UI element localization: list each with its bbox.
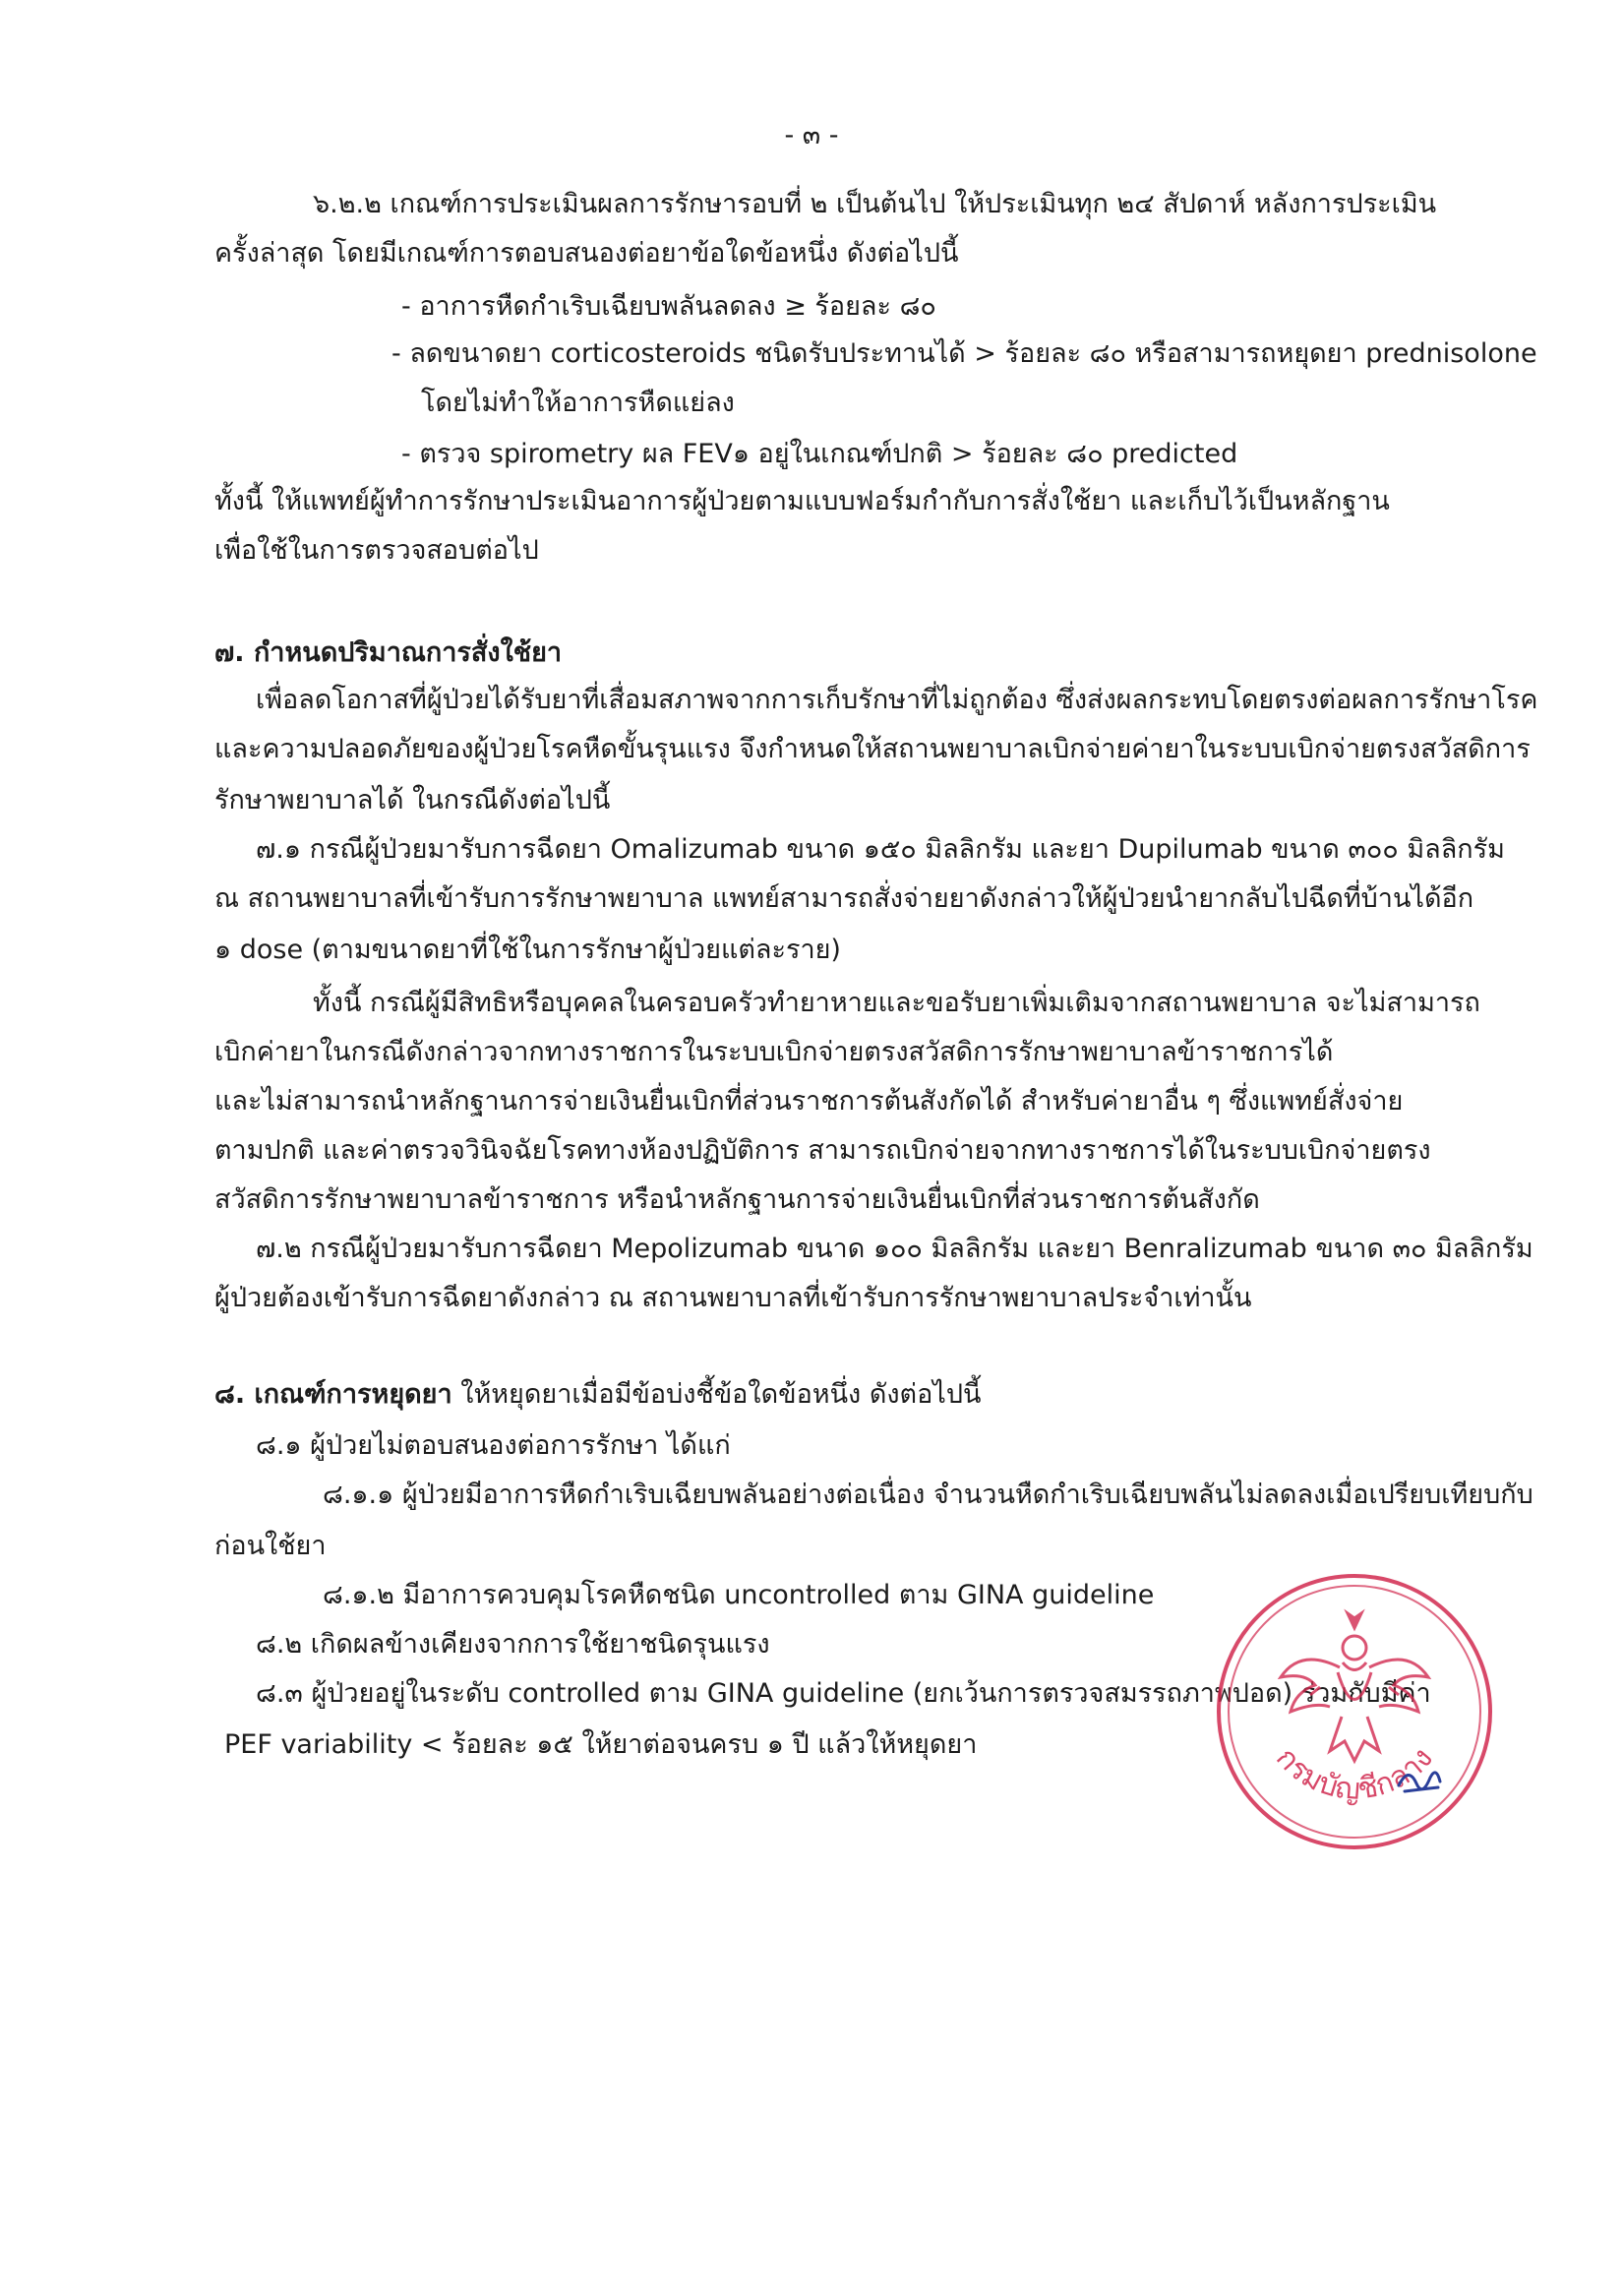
section-6-line-2: ครั้งล่าสุด โดยมีเกณฑ์การตอบสนองต่อยาข้อใดข้อหนึ่ง ดังต่อไปนี้ [214,238,959,269]
official-seal [1212,1569,1497,1854]
section-6-bullet-2-line-1: - ลดขนาดยา corticosteroids ชนิดรับประทานได้ > ร้อยละ ๘๐ หรือสามารถหยุดยา prednisolone [391,338,1537,369]
section-7-2-line-1: ๗.๒ กรณีผู้ป่วยมารับการฉีดยา Mepolizumab ขนาด ๑๐๐ มิลลิกรัม และยา Benralizumab ขนาด ๓๐ มิลลิกรัม [256,1234,1533,1264]
section-8-heading-title: ๘. เกณฑ์การหยุดยา [214,1379,452,1410]
section-7-intro-line-3: รักษาพยาบาลได้ ในกรณีดังต่อไปนี้ [214,785,611,816]
section-7-1-note-line-4: ตามปกติ และค่าตรวจวินิจฉัยโรคทางห้องปฏิบัติการ สามารถเบิกจ่ายจากทางราชการได้ในระบบเบิกจ่ายตรง [214,1135,1431,1166]
page-number: - ๓ - [784,120,839,151]
section-7-1-note-line-1: ทั้งนี้ กรณีผู้มีสิทธิหรือบุคคลในครอบครัวทำยาหายและขอรับยาเพิ่มเติมจากสถานพยาบาล จะไม่สามารถ [313,988,1480,1018]
section-8-2: ๘.๒ เกิดผลข้างเคียงจากการใช้ยาชนิดรุนแรง [256,1629,770,1660]
section-7-1-note-line-2: เบิกค่ายาในกรณีดังกล่าวจากทางราชการในระบบเบิกจ่ายตรงสวัสดิการรักษาพยาบาลข้าราชการได้ [214,1037,1334,1067]
section-7-heading: ๗. กำหนดปริมาณการสั่งใช้ยา [214,637,563,668]
section-8-heading-rest: ให้หยุดยาเมื่อมีข้อบ่งชี้ข้อใดข้อหนึ่ง ดังต่อไปนี้ [451,1379,982,1410]
section-8-3-line-1: ๘.๓ ผู้ป่วยอยู่ในระดับ controlled ตาม GINA guideline (ยกเว้นการตรวจสมรรถภาพปอด) ร่วมกับมีค่า [256,1678,1431,1709]
garuda-emblem-icon [1281,1613,1428,1761]
section-8-1-2: ๘.๑.๒ มีอาการควบคุมโรคหืดชนิด uncontrolled ตาม GINA guideline [323,1580,1155,1610]
section-6-bullet-1: - อาการหืดกำเริบเฉียบพลันลดลง ≥ ร้อยละ ๘๐ [401,291,936,322]
section-6-line-1: ๖.๒.๒ เกณฑ์การประเมินผลการรักษารอบที่ ๒ เป็นต้นไป ให้ประเมินทุก ๒๔ สัปดาห์ หลังการประเมิน [313,189,1437,219]
section-8-1-1-line-2: ก่อนใช้ยา [214,1531,327,1561]
section-6-bullet-2-line-2: โดยไม่ทำให้อาการหืดแย่ลง [421,388,735,418]
section-6-note-line-2: เพื่อใช้ในการตรวจสอบต่อไป [214,535,539,566]
section-6-bullet-3: - ตรวจ spirometry ผล FEV๑ อยู่ในเกณฑ์ปกติ > ร้อยละ ๘๐ predicted [401,439,1238,469]
section-7-1-note-line-3: และไม่สามารถนำหลักฐานการจ่ายเงินยื่นเบิกที่ส่วนราชการต้นสังกัดได้ สำหรับค่ายาอื่น ๆ ซึ่งแพทย์สั่งจ่าย [214,1086,1404,1117]
section-7-1-line-1: ๗.๑ กรณีผู้ป่วยมารับการฉีดยา Omalizumab ขนาด ๑๕๐ มิลลิกรัม และยา Dupilumab ขนาด ๓๐๐ มิลลิกรัม [256,834,1505,865]
section-7-1-line-3: ๑ dose (ตามขนาดยาที่ใช้ในการรักษาผู้ป่วยแต่ละราย) [214,935,841,965]
section-6-note-line-1: ทั้งนี้ ให้แพทย์ผู้ทำการรักษาประเมินอาการผู้ป่วยตามแบบฟอร์มกำกับการสั่งใช้ยา และเก็บไว้เป็นหลักฐาน [214,486,1390,516]
seal-text: กรมบัญชีกลาง [1269,1740,1440,1807]
section-7-2-line-2: ผู้ป่วยต้องเข้ารับการฉีดยาดังกล่าว ณ สถานพยาบาลที่เข้ารับการรักษาพยาบาลประจำเท่านั้น [214,1283,1252,1313]
section-7-1-note-line-5: สวัสดิการรักษาพยาบาลข้าราชการ หรือนำหลักฐานการจ่ายเงินยื่นเบิกที่ส่วนราชการต้นสังกัด [214,1184,1260,1215]
section-8-1: ๘.๑ ผู้ป่วยไม่ตอบสนองต่อการรักษา ได้แก่ [256,1430,731,1461]
section-8-1-1-line-1: ๘.๑.๑ ผู้ป่วยมีอาการหืดกำเริบเฉียบพลันอย่างต่อเนื่อง จำนวนหืดกำเริบเฉียบพลันไม่ลดลงเมื่อเปรียบเทียบกับ [323,1480,1533,1510]
section-8-3-line-2: PEF variability < ร้อยละ ๑๕ ให้ยาต่อจนครบ ๑ ปี แล้วให้หยุดยา [224,1729,978,1760]
section-7-1-line-2: ณ สถานพยาบาลที่เข้ารับการรักษาพยาบาล แพทย์สามารถสั่งจ่ายยาดังกล่าวให้ผู้ป่วยนำยากลับไปฉีดที่บ้านได้อีก [214,883,1474,914]
section-8-heading [214,1375,981,1415]
section-7-intro-line-1: เพื่อลดโอกาสที่ผู้ป่วยได้รับยาที่เสื่อมสภาพจากการเก็บรักษาที่ไม่ถูกต้อง ซึ่งส่งผลกระทบโดยตรงต่อผลการรักษาโรค [256,685,1538,715]
section-7-intro-line-2: และความปลอดภัยของผู้ป่วยโรคหืดขั้นรุนแรง จึงกำหนดให้สถานพยาบาลเบิกจ่ายค่ายาในระบบเบิกจ่ายตรงสวัสดิการ [214,734,1531,764]
